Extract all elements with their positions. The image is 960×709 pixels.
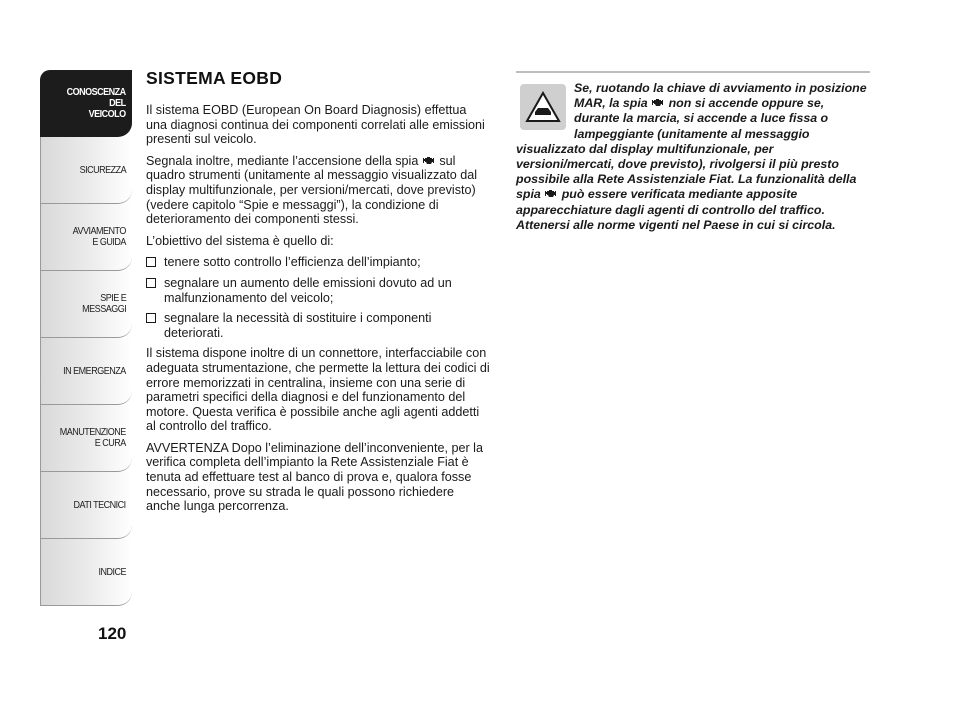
tab-avviamento-e-guida[interactable] (40, 204, 132, 271)
list-item (146, 311, 490, 340)
checkbox-bullet-icon (146, 278, 156, 288)
tab-conoscenza-del-veicolo[interactable] (40, 70, 132, 137)
paragraph-spia (146, 154, 490, 227)
tab-sicurezza[interactable] (40, 137, 132, 204)
page-number: 120 (98, 624, 127, 643)
tab-label: MANUTENZIONE E CURA (59, 426, 126, 449)
engine-check-icon (423, 154, 435, 166)
chapter-sidebar (40, 70, 132, 606)
tab-label: SPIE E MESSAGGI (81, 292, 126, 315)
tab-dati-tecnici[interactable] (40, 472, 132, 539)
warning-text-a: Se, ruotando la chiave di avviamento in posizione MAR, la spia (574, 81, 867, 111)
paragraph-intro: Il sistema EOBD (European On Board Diagnosis) effettua una diagnosi continua dei componenti correlati alle emissioni presenti sul veicolo. (146, 103, 485, 147)
list-item (146, 276, 490, 305)
engine-check-icon (545, 187, 557, 199)
tab-manutenzione-e-cura[interactable] (40, 405, 132, 472)
paragraph-spia-text-b: sul quadro strumenti (unitamente al messaggio visualizzato dal display multifunzionale, per versioni/mercati, dove previsto) (vedere capitolo “Spie e messaggi”), la condizione di deterioramento dei componenti stessi. (146, 153, 478, 227)
list-item-text: segnalare la necessità di sostituire i componenti deteriorati. (164, 311, 432, 340)
tab-in-emergenza[interactable] (40, 338, 132, 405)
list-item-text: tenere sotto controllo l’efficienza dell’impianto; (164, 255, 421, 270)
tab-label: AVVIAMENTO E GUIDA (72, 225, 126, 248)
page-title: SISTEMA EOBD (146, 68, 283, 88)
warning-text (516, 81, 870, 233)
tab-spie-e-messaggi[interactable] (40, 271, 132, 338)
paragraph-avvertenza: AVVERTENZA Dopo l’eliminazione dell’inconveniente, per la verifica completa dell’impianto la Rete Assistenziale Fiat è tenuta ad effettuare test al banco di prova e, qualora fosse necessario, prove su strada le quali possono richiedere anche lunga percorrenza. (146, 440, 483, 514)
paragraph-obiettivo: L’obiettivo del sistema è quello di: (146, 233, 334, 248)
checkbox-bullet-icon (146, 257, 156, 267)
engine-check-icon (652, 96, 664, 108)
tab-label: CONOSCENZA DEL VEICOLO (66, 85, 126, 120)
tab-label: INDICE (98, 565, 126, 578)
paragraph-connettore: Il sistema dispone inoltre di un connettore, interfacciabile con adeguata strumentazione, che permette la lettura dei codici di errore memorizzati in centralina, insieme con una serie di parametri specifici della diagnosi e del funzionamento del motore. Questa verifica è possibile anche agli agenti addetti al controllo del traffico. (146, 346, 490, 434)
paragraph-spia-text-a: Segnala inoltre, mediante l’accensione della spia (146, 153, 419, 168)
objective-list (146, 255, 490, 340)
warning-box (516, 71, 870, 233)
tab-indice[interactable] (40, 539, 132, 606)
tab-label: SICUREZZA (79, 163, 126, 176)
warning-triangle-icon (520, 84, 566, 130)
warning-text-c: può essere verificata mediante apposite apparecchiature dagli agenti di controllo del traffico. Attenersi alle norme vigenti nel Paese in cui si circola. (516, 187, 836, 232)
list-item-text: segnalare un aumento delle emissioni dovuto ad un malfunzionamento del veicolo; (164, 275, 452, 305)
divider (516, 71, 870, 73)
tab-label: DATI TECNICI (73, 498, 126, 511)
checkbox-bullet-icon (146, 313, 156, 323)
list-item (146, 255, 490, 270)
main-content (146, 68, 490, 521)
warning-text-b: non si accende oppure se, durante la marcia, si accende a luce fissa o lampeggiante (unitamente al messaggio visualizzato dal display multifunzionale, per versioni/mercati, dove previsto), rivolgersi il più presto possibile alla Rete Assistenziale Fiat. La funzionalità della spia (516, 96, 857, 202)
tab-label: IN EMERGENZA (63, 364, 126, 377)
